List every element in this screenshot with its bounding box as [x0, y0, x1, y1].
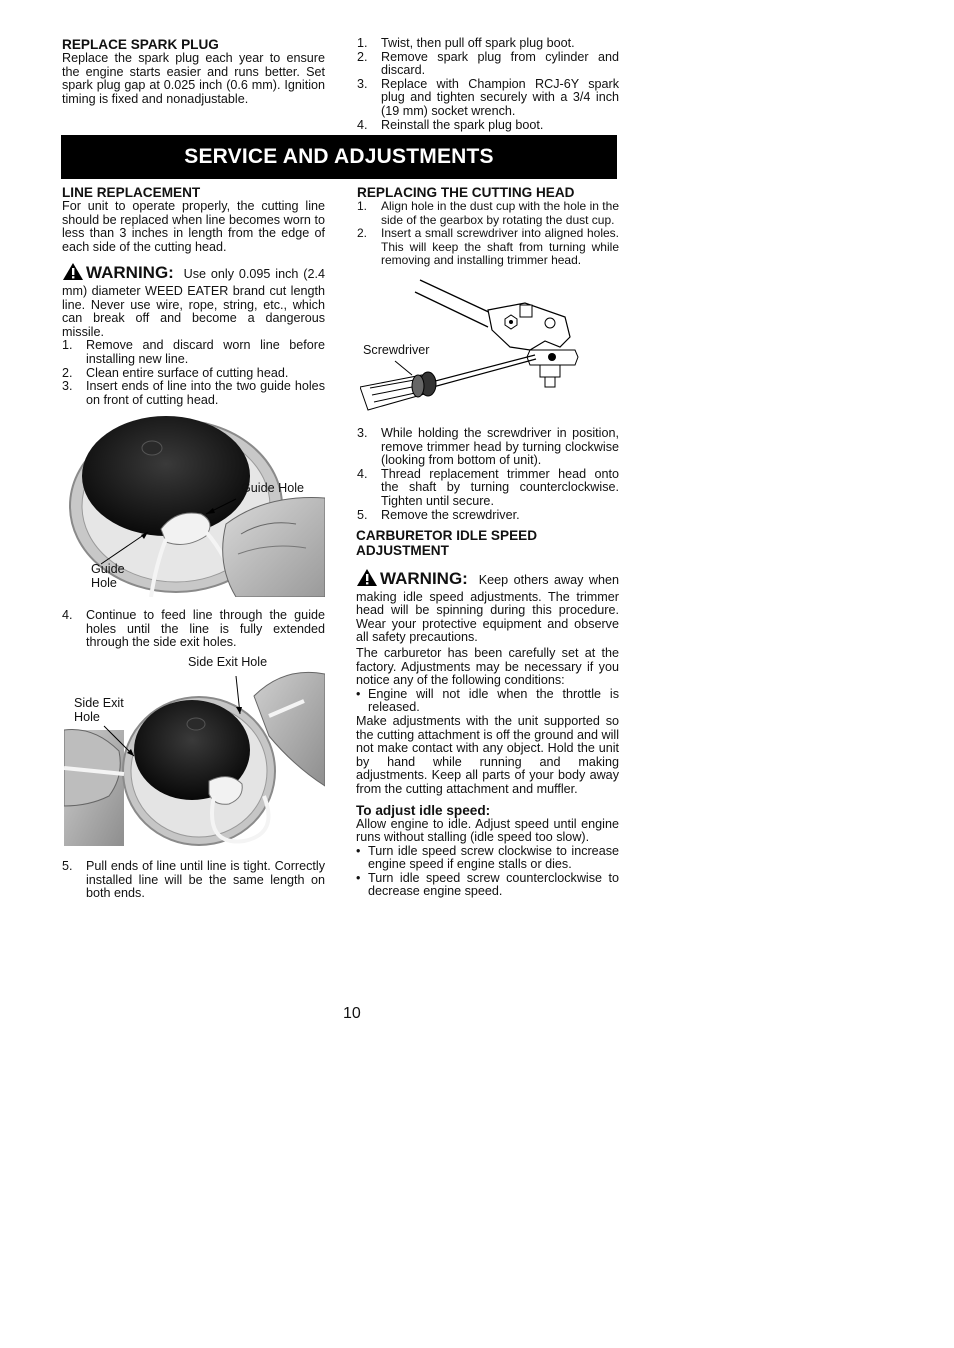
step-number: 2. — [62, 365, 73, 380]
step-text: Thread replacement trimmer head onto the shaft by turning counterclockwise. Tighten until secure. — [381, 466, 619, 508]
step-number: 2. — [357, 226, 368, 241]
step-number: 4. — [62, 608, 73, 622]
bullet-icon: • — [356, 686, 361, 701]
page-number: 10 — [343, 1005, 361, 1022]
side-exit-hole-figure — [64, 656, 325, 846]
list-item — [62, 339, 325, 366]
warning-triangle-icon — [356, 568, 378, 591]
step-text: Remove and discard worn line before installing new line. — [86, 338, 325, 366]
warning-label: WARNING: — [86, 263, 174, 283]
step-text: Continue to feed line through the guide holes until the line is fully extended through the side exit holes. — [86, 608, 325, 650]
bullet-text: Turn idle speed screw counterclockwise to decrease engine speed. — [368, 870, 619, 899]
carburetor-text-3: Allow engine to idle. Adjust speed until engine runs without stalling (idle speed too slow). — [356, 816, 619, 845]
replacing-head-steps-b — [357, 427, 619, 522]
bullet-text: Engine will not idle when the throttle is released. — [368, 686, 619, 715]
list-item — [62, 609, 325, 650]
carburetor-heading: CARBURETOR IDLE SPEED ADJUSTMENT — [356, 528, 538, 558]
list-item — [357, 200, 619, 227]
side-exit-label-left: Side Exit Hole — [74, 696, 124, 724]
step-text: Pull ends of line until line is tight. Correctly installed line will be the same length on both ends. — [86, 859, 325, 901]
spark-plug-steps — [357, 37, 619, 132]
step-text: Replace with Champion RCJ-6Y spark plug and tighten securely with a 3/4 inch (19 mm) socket wrench. — [381, 76, 619, 118]
step-number: 1. — [62, 338, 73, 353]
line-replacement-text: For unit to operate properly, the cutting line should be replaced when line becomes worn to less than 3 inches in length from the edge of each side of the cutting head. — [62, 199, 325, 254]
warning-block — [62, 262, 325, 339]
line-replacement-section — [62, 185, 325, 407]
replacing-head-section — [357, 185, 619, 268]
list-item — [62, 380, 325, 407]
step-number: 2. — [357, 49, 368, 64]
warning-block — [356, 568, 619, 645]
spark-plug-section — [62, 37, 325, 106]
step-number: 3. — [357, 76, 368, 91]
bullet-text: Turn idle speed screw clockwise to increase engine speed if engine stalls or dies. — [368, 843, 619, 872]
guide-hole-label-left: Guide Hole — [91, 562, 125, 590]
step-text: While holding the screwdriver in position, remove trimmer head by turning clockwise (looking from bottom of unit). — [381, 426, 619, 468]
step-number: 5. — [357, 507, 368, 522]
guide-hole-figure — [66, 414, 325, 597]
carburetor-text-1: The carburetor has been carefully set at the factory. Adjustments may be necessary if you notice any of the following conditions: — [356, 645, 619, 688]
list-item — [357, 427, 619, 468]
step-text: Insert ends of line into the two guide holes on front of cutting head. — [86, 379, 325, 407]
step-number: 5. — [62, 859, 73, 873]
list-item — [357, 227, 619, 268]
list-item — [356, 688, 619, 715]
step-number: 1. — [357, 199, 368, 213]
step-text: Remove spark plug from cylinder and discard. — [381, 49, 619, 78]
warning-label: WARNING: — [380, 569, 468, 588]
list-item — [356, 845, 619, 872]
list-item — [357, 468, 619, 509]
step-text: Reinstall the spark plug boot. — [381, 117, 544, 132]
guide-hole-label-right: Guide Hole — [241, 481, 305, 495]
step-number: 4. — [357, 466, 368, 481]
warning-triangle-icon — [62, 262, 84, 285]
side-exit-illustration — [64, 656, 325, 846]
warning-text: Use only 0.095 inch (2.4 mm) diameter WEED EATER brand cut length line. Never use wire, rope, string, etc., which can break off and become a dangerous missile. — [62, 267, 325, 339]
list-item — [356, 872, 619, 899]
carburetor-section — [356, 528, 619, 899]
spark-plug-heading: REPLACE SPARK PLUG — [62, 37, 219, 52]
bullet-icon: • — [356, 870, 361, 885]
step-number: 3. — [357, 426, 368, 440]
line-step-4 — [62, 609, 325, 650]
step-text: Clean entire surface of cutting head. — [86, 365, 289, 380]
step-text: Insert a small screwdriver into aligned holes. This will keep the shaft from turning while removing and installing trimmer head. — [381, 226, 619, 268]
line-step-5 — [62, 860, 325, 901]
list-item — [357, 78, 619, 119]
bullet-icon: • — [356, 843, 361, 858]
warning-text: Keep others away when making idle speed adjustments. The trimmer head will be spinning during this procedure. Wear your protective equipment and observe all safety precautions. — [356, 573, 620, 645]
list-item — [357, 51, 619, 78]
step-text: Align hole in the dust cup with the hole in the side of the gearbox by rotating the dust cup. — [381, 199, 619, 227]
carburetor-text-2: Make adjustments with the unit supported so the cutting attachment is off the ground and will not make contact with any object. Hold the unit by hand while running and making adjustments. Keep all parts of your body away from the cutting attachment and muffler. — [356, 713, 619, 796]
list-item — [357, 509, 619, 523]
step-number: 1. — [357, 36, 368, 50]
side-exit-label-top: Side Exit Hole — [188, 655, 268, 669]
step-text: Remove the screwdriver. — [381, 507, 520, 522]
list-item — [357, 37, 619, 51]
list-item — [62, 367, 325, 381]
section-banner: SERVICE AND ADJUSTMENTS — [61, 135, 617, 179]
step-number: 3. — [62, 379, 73, 394]
step-text: Twist, then pull off spark plug boot. — [381, 36, 575, 50]
list-item — [62, 860, 325, 901]
screwdriver-figure — [360, 275, 585, 415]
line-replacement-heading: LINE REPLACEMENT — [62, 185, 201, 200]
screwdriver-label: Screwdriver — [363, 343, 430, 357]
list-item — [357, 119, 619, 133]
replacing-head-heading: REPLACING THE CUTTING HEAD — [357, 185, 575, 200]
idle-speed-subheading: To adjust idle speed: — [356, 802, 491, 818]
spark-plug-text: Replace the spark plug each year to ensure the engine starts easier and runs better. Set spark plug gap at 0.025 inch (0.6 mm). Ignition timing is fixed and nonadjustable. — [62, 51, 325, 106]
step-number: 4. — [357, 117, 368, 132]
